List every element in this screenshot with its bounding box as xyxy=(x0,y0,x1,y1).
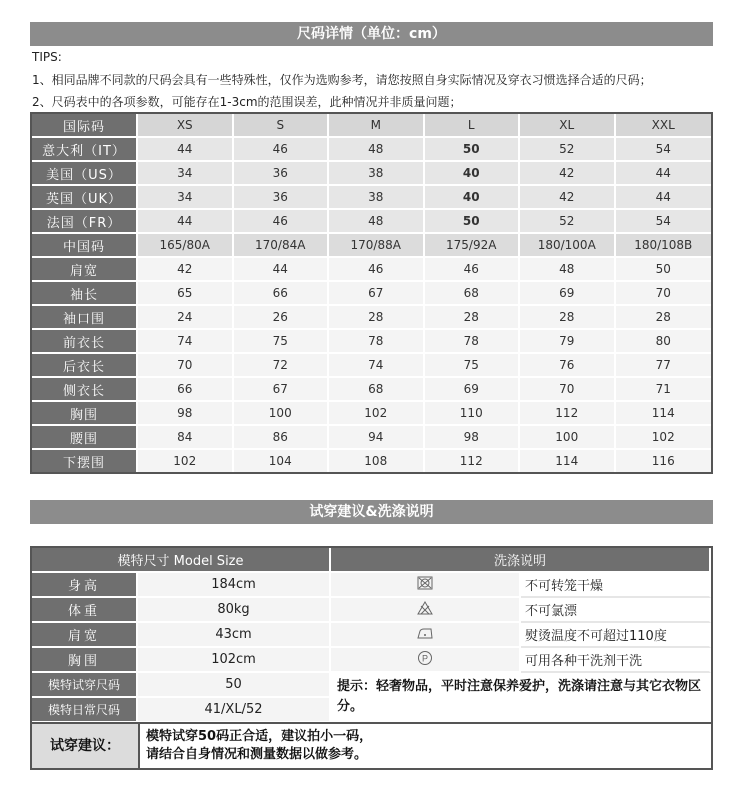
size-row-label: 法国（FR） xyxy=(32,210,138,234)
care-note: 提示：轻奢物品，平时注意保养爱护，洗涤请注意与其它衣物区分。 xyxy=(331,673,711,723)
size-row-label: 中国码 xyxy=(32,234,138,258)
size-cell: 98 xyxy=(425,426,521,450)
svg-text:P: P xyxy=(422,653,429,663)
table-row xyxy=(32,623,711,648)
size-cell: 52 xyxy=(520,138,616,162)
size-cell: 48 xyxy=(329,210,425,234)
table-row xyxy=(32,138,711,162)
size-cell: 34 xyxy=(138,186,234,210)
size-cell: 84 xyxy=(138,426,234,450)
size-cell: 86 xyxy=(234,426,330,450)
model-care-table xyxy=(30,546,713,723)
size-cell: 28 xyxy=(329,306,425,330)
model-care-header-row xyxy=(32,548,711,573)
size-row-label: 袖长 xyxy=(32,282,138,306)
size-cell: 28 xyxy=(425,306,521,330)
model-chest-label: 胸围 xyxy=(32,648,138,673)
size-cell: 50 xyxy=(616,258,712,282)
size-cell: 67 xyxy=(234,378,330,402)
size-header-m: M xyxy=(329,114,425,138)
model-size-header: 模特尺寸 Model Size xyxy=(32,548,331,573)
size-cell: 74 xyxy=(138,330,234,354)
iron-icon xyxy=(331,623,521,648)
size-cell: 46 xyxy=(425,258,521,282)
size-row-label: 美国（US） xyxy=(32,162,138,186)
size-row-label: 后衣长 xyxy=(32,354,138,378)
size-cell: 69 xyxy=(425,378,521,402)
table-row xyxy=(32,598,711,623)
size-header-xxl: XXL xyxy=(616,114,712,138)
size-row-label: 侧衣长 xyxy=(32,378,138,402)
size-cell: 26 xyxy=(234,306,330,330)
model-weight-value: 80kg xyxy=(138,598,331,623)
size-cell: 102 xyxy=(138,450,234,472)
table-row xyxy=(32,162,711,186)
size-cell: 170/88A xyxy=(329,234,425,258)
fit-care-banner: 试穿建议&洗涤说明 xyxy=(30,500,713,524)
size-cell: 104 xyxy=(234,450,330,472)
size-cell: 114 xyxy=(616,402,712,426)
size-cell: 76 xyxy=(520,354,616,378)
size-header-xl: XL xyxy=(520,114,616,138)
size-cell: 71 xyxy=(616,378,712,402)
table-row xyxy=(32,426,711,450)
size-cell: 75 xyxy=(234,330,330,354)
size-cell: 165/80A xyxy=(138,234,234,258)
table-row xyxy=(32,258,711,282)
no-tumble-dry-icon xyxy=(331,573,521,598)
size-cell: 66 xyxy=(234,282,330,306)
table-row xyxy=(32,378,711,402)
size-cell: 102 xyxy=(329,402,425,426)
size-cell: 70 xyxy=(616,282,712,306)
size-cell: 42 xyxy=(520,162,616,186)
size-row-label: 意大利（IT） xyxy=(32,138,138,162)
size-cell: 44 xyxy=(138,138,234,162)
size-details-banner: 尺码详情（单位：cm） xyxy=(30,22,713,46)
size-cell: 44 xyxy=(616,186,712,210)
size-cell: 44 xyxy=(234,258,330,282)
size-cell: 175/92A xyxy=(425,234,521,258)
table-row xyxy=(32,330,711,354)
care-no-tumble-dry: 不可转笼干燥 xyxy=(521,573,711,598)
table-row xyxy=(32,450,711,472)
model-height-label: 身高 xyxy=(32,573,138,598)
fit-advice-box xyxy=(30,722,713,770)
table-row xyxy=(32,186,711,210)
size-cell: 34 xyxy=(138,162,234,186)
size-cell: 100 xyxy=(520,426,616,450)
table-row xyxy=(32,648,711,673)
tip-line-2: 2、尺码表中的各项参数，可能存在1-3cm的范围误差，此种情况并非质量问题； xyxy=(32,95,462,109)
size-cell: 46 xyxy=(234,210,330,234)
size-header-xs: XS xyxy=(138,114,234,138)
size-cell: 114 xyxy=(520,450,616,472)
fit-advice-line-1: 模特试穿50码正合适，建议拍小一码， xyxy=(146,729,373,744)
size-cell: 98 xyxy=(138,402,234,426)
table-row xyxy=(32,234,711,258)
size-table xyxy=(30,112,713,474)
tip-line-1: 1、相同品牌不同款的尺码会具有一些特殊性，仅作为选购参考，请您按照自身实际情况及穿衣习惯选择合适的尺码； xyxy=(32,73,652,87)
care-no-bleach: 不可氯漂 xyxy=(521,598,711,623)
size-cell: 36 xyxy=(234,162,330,186)
size-cell: 50 xyxy=(425,210,521,234)
size-cell: 68 xyxy=(329,378,425,402)
size-cell: 48 xyxy=(329,138,425,162)
size-cell: 180/100A xyxy=(520,234,616,258)
model-daily-size-value: 41/XL/52 xyxy=(138,698,331,723)
size-cell: 100 xyxy=(234,402,330,426)
size-cell: 52 xyxy=(520,210,616,234)
model-shoulder-value: 43cm xyxy=(138,623,331,648)
size-cell: 112 xyxy=(520,402,616,426)
size-cell: 42 xyxy=(520,186,616,210)
size-cell: 67 xyxy=(329,282,425,306)
size-header-l: L xyxy=(425,114,521,138)
size-cell: 68 xyxy=(425,282,521,306)
size-cell: 102 xyxy=(616,426,712,450)
size-cell: 170/84A xyxy=(234,234,330,258)
fit-advice-line-2: 请结合自身情况和测量数据以做参考。 xyxy=(146,747,368,762)
size-cell: 79 xyxy=(520,330,616,354)
size-cell: 77 xyxy=(616,354,712,378)
size-row-label: 胸围 xyxy=(32,402,138,426)
size-cell: 116 xyxy=(616,450,712,472)
size-row-label: 下摆围 xyxy=(32,450,138,472)
table-row xyxy=(32,402,711,426)
size-row-label: 袖口围 xyxy=(32,306,138,330)
size-corner-label: 国际码 xyxy=(32,114,138,138)
size-cell: 80 xyxy=(616,330,712,354)
size-header-s: S xyxy=(234,114,330,138)
size-row-label: 英国（UK） xyxy=(32,186,138,210)
no-bleach-icon xyxy=(331,598,521,623)
size-cell: 48 xyxy=(520,258,616,282)
table-row xyxy=(32,673,711,698)
care-header: 洗涤说明 xyxy=(331,548,711,573)
size-cell: 74 xyxy=(329,354,425,378)
size-cell: 38 xyxy=(329,162,425,186)
size-cell: 70 xyxy=(520,378,616,402)
size-cell: 66 xyxy=(138,378,234,402)
size-cell: 69 xyxy=(520,282,616,306)
model-chest-value: 102cm xyxy=(138,648,331,673)
size-cell: 38 xyxy=(329,186,425,210)
model-height-value: 184cm xyxy=(138,573,331,598)
size-cell: 112 xyxy=(425,450,521,472)
size-cell: 50 xyxy=(425,138,521,162)
size-row-label: 腰围 xyxy=(32,426,138,450)
size-cell: 28 xyxy=(520,306,616,330)
size-cell: 24 xyxy=(138,306,234,330)
size-cell: 44 xyxy=(138,210,234,234)
size-header-row xyxy=(32,114,711,138)
size-cell: 54 xyxy=(616,210,712,234)
table-row xyxy=(32,210,711,234)
model-fit-size-label: 模特试穿尺码 xyxy=(32,673,138,698)
model-shoulder-label: 肩宽 xyxy=(32,623,138,648)
model-fit-size-value: 50 xyxy=(138,673,331,698)
model-daily-size-label: 模特日常尺码 xyxy=(32,698,138,723)
size-cell: 46 xyxy=(329,258,425,282)
size-row-label: 前衣长 xyxy=(32,330,138,354)
table-row xyxy=(32,354,711,378)
size-cell: 110 xyxy=(425,402,521,426)
size-cell: 46 xyxy=(234,138,330,162)
table-row xyxy=(32,306,711,330)
size-row-label: 肩宽 xyxy=(32,258,138,282)
table-row xyxy=(32,573,711,598)
size-cell: 94 xyxy=(329,426,425,450)
dry-clean-p-icon xyxy=(331,648,521,673)
size-cell: 44 xyxy=(616,162,712,186)
size-cell: 54 xyxy=(616,138,712,162)
care-iron-temp: 熨烫温度不可超过110度 xyxy=(521,623,711,648)
size-cell: 40 xyxy=(425,162,521,186)
fit-advice-text xyxy=(146,728,372,764)
size-cell: 42 xyxy=(138,258,234,282)
size-cell: 40 xyxy=(425,186,521,210)
table-row xyxy=(32,282,711,306)
tips-title: TIPS: xyxy=(32,50,62,64)
size-cell: 180/108B xyxy=(616,234,712,258)
size-cell: 78 xyxy=(425,330,521,354)
model-weight-label: 体重 xyxy=(32,598,138,623)
size-cell: 70 xyxy=(138,354,234,378)
fit-advice-label: 试穿建议： xyxy=(32,724,140,768)
size-cell: 108 xyxy=(329,450,425,472)
care-dry-clean: 可用各种干洗剂干洗 xyxy=(521,648,711,673)
size-cell: 28 xyxy=(616,306,712,330)
size-cell: 75 xyxy=(425,354,521,378)
size-cell: 78 xyxy=(329,330,425,354)
size-cell: 36 xyxy=(234,186,330,210)
size-cell: 72 xyxy=(234,354,330,378)
size-cell: 65 xyxy=(138,282,234,306)
